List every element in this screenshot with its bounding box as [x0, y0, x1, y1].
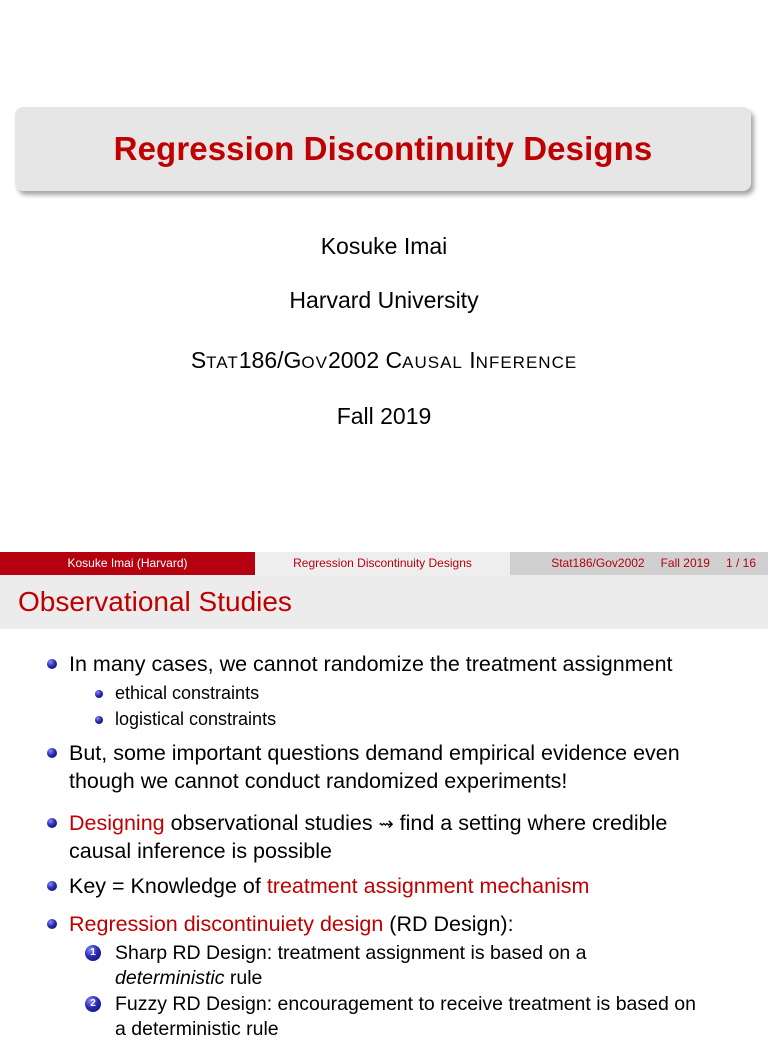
bullet-ball-icon — [95, 716, 103, 724]
institution: Harvard University — [289, 287, 479, 313]
bullet-ball-icon — [47, 659, 57, 669]
footer-bar — [0, 552, 768, 575]
squiggly-arrow-icon: ⇝ — [378, 814, 394, 834]
title-box — [15, 107, 751, 191]
course-name: STAT186/GOV2002 CAUSAL INFERENCE — [190, 347, 578, 373]
footer-course: Stat186/Gov2002 — [551, 556, 645, 570]
bullet-ball-icon — [47, 748, 57, 758]
bullet-ball-icon — [95, 690, 103, 698]
frame-title: Observational Studies — [18, 586, 292, 617]
number-badge-icon: 2 — [85, 996, 101, 1012]
frame-header — [0, 575, 768, 629]
author-name: Kosuke Imai — [320, 233, 448, 259]
slide-content: In many cases, we cannot randomize the treatment assignment ethical constraints logistical constraints But, some important questions demand empirical evidence even though we cannot conduct randomized experiments! Designing observational studies ⇝ find a setting where credible causal inference is possible Key = Knowledge of treatment assignment mechanism Regression discontinuiety design (RD Design): 1 Sharp RD Design: treatment assignment is based on a deterministic rule 2 Fuzzy RD Design: encouragement to receive treatment is based on a deterministic rule — [0, 629, 768, 1024]
footer-title: Regression Discontinuity Designs — [255, 552, 510, 575]
footer-term: Fall 2019 — [660, 556, 710, 570]
slide-title: Regression Discontinuity Designs — [113, 130, 653, 167]
term: Fall 2019 — [336, 403, 432, 429]
bullet-ball-icon — [47, 881, 57, 891]
number-badge-icon: 1 — [85, 945, 101, 961]
bullet-ball-icon — [47, 919, 57, 929]
footer-page-number: 1 / 16 — [725, 556, 756, 570]
footer-author: Kosuke Imai (Harvard) — [0, 552, 255, 575]
bullet-ball-icon — [47, 818, 57, 828]
footer-info — [510, 552, 768, 575]
